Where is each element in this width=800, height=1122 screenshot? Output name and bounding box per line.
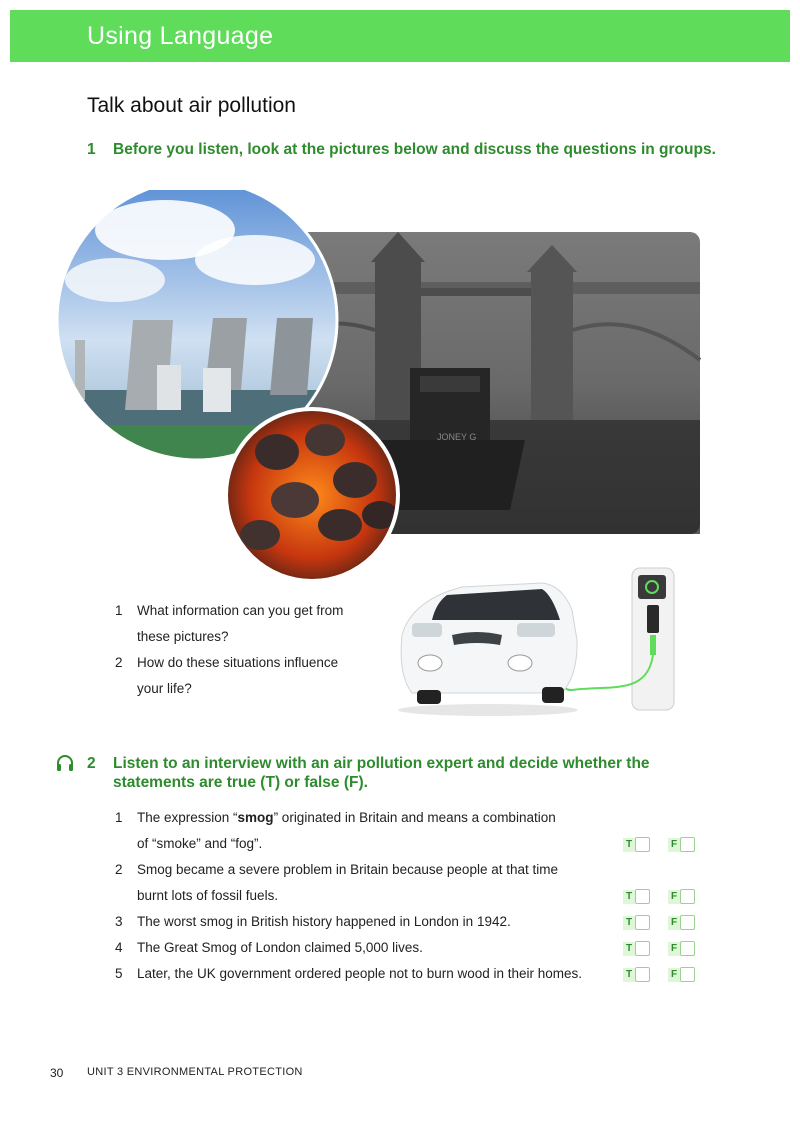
false-checkbox[interactable]: F [668, 889, 694, 905]
page-number: 30 [50, 1066, 64, 1080]
statement-text: Smog became a severe problem in Britain because people at that time [137, 862, 558, 877]
header-title: Using Language [87, 22, 274, 50]
question-number: 2 [115, 655, 123, 670]
tf-choice-row-2 [623, 889, 709, 905]
section-title: Talk about air pollution [87, 94, 296, 117]
true-checkbox[interactable]: T [623, 915, 649, 931]
term-smog: smog [237, 810, 274, 825]
question-text: How do these situations influence [137, 655, 339, 670]
statement-number: 2 [115, 862, 123, 877]
statement-number: 3 [115, 914, 123, 929]
statement-text: The Great Smog of London claimed 5,000 lives. [137, 940, 423, 955]
statement-text: Later, the UK government ordered people not to burn wood in their homes. [137, 966, 583, 981]
activity2-statements [115, 805, 615, 995]
question-text: your life? [137, 681, 192, 696]
question-text: these pictures? [137, 629, 229, 644]
activity1-number: 1 [87, 141, 96, 158]
statement-text: burnt lots of fossil fuels. [137, 888, 279, 903]
statement-number: 4 [115, 940, 123, 955]
header-banner [10, 10, 790, 62]
activity1-questions [115, 598, 375, 708]
true-checkbox[interactable]: T [623, 889, 649, 905]
false-checkbox[interactable]: F [668, 837, 694, 853]
pollution-photo-collage [55, 190, 715, 590]
tf-choice-row-1 [623, 837, 709, 853]
headphones-icon [55, 753, 75, 773]
question-number: 1 [115, 603, 123, 618]
boat-name: JONEY G [437, 432, 477, 442]
statement-text: The worst smog in British history happened in London in 1942. [137, 914, 511, 929]
tf-choice-row-5 [623, 967, 709, 983]
statement-number: 1 [115, 810, 123, 825]
tf-choice-row-4 [623, 941, 709, 957]
activity1-instruction [87, 140, 716, 159]
tf-choice-row-3 [623, 915, 709, 931]
true-checkbox[interactable]: T [623, 837, 649, 853]
true-checkbox[interactable]: T [623, 967, 649, 983]
question-text: What information can you get from [137, 603, 344, 618]
false-checkbox[interactable]: F [668, 941, 694, 957]
activity2-text-line2: statements are true (T) or false (F). [113, 774, 368, 791]
statement-text: of “smoke” and “fog”. [137, 836, 263, 851]
statement-number: 5 [115, 966, 123, 981]
activity1-text: Before you listen, look at the pictures below and discuss the questions in groups. [113, 141, 716, 158]
electric-car-photo [392, 565, 704, 720]
false-checkbox[interactable]: F [668, 967, 694, 983]
activity2-text-line1: Listen to an interview with an air pollution expert and decide whether the [113, 755, 650, 772]
statement-text: The expression “smog” originated in Britain and means a combination [137, 810, 556, 825]
activity2-number: 2 [87, 755, 96, 772]
true-checkbox[interactable]: T [623, 941, 649, 957]
unit-title: UNIT 3 ENVIRONMENTAL PROTECTION [87, 1066, 303, 1078]
activity2-instruction [87, 754, 650, 792]
false-checkbox[interactable]: F [668, 915, 694, 931]
